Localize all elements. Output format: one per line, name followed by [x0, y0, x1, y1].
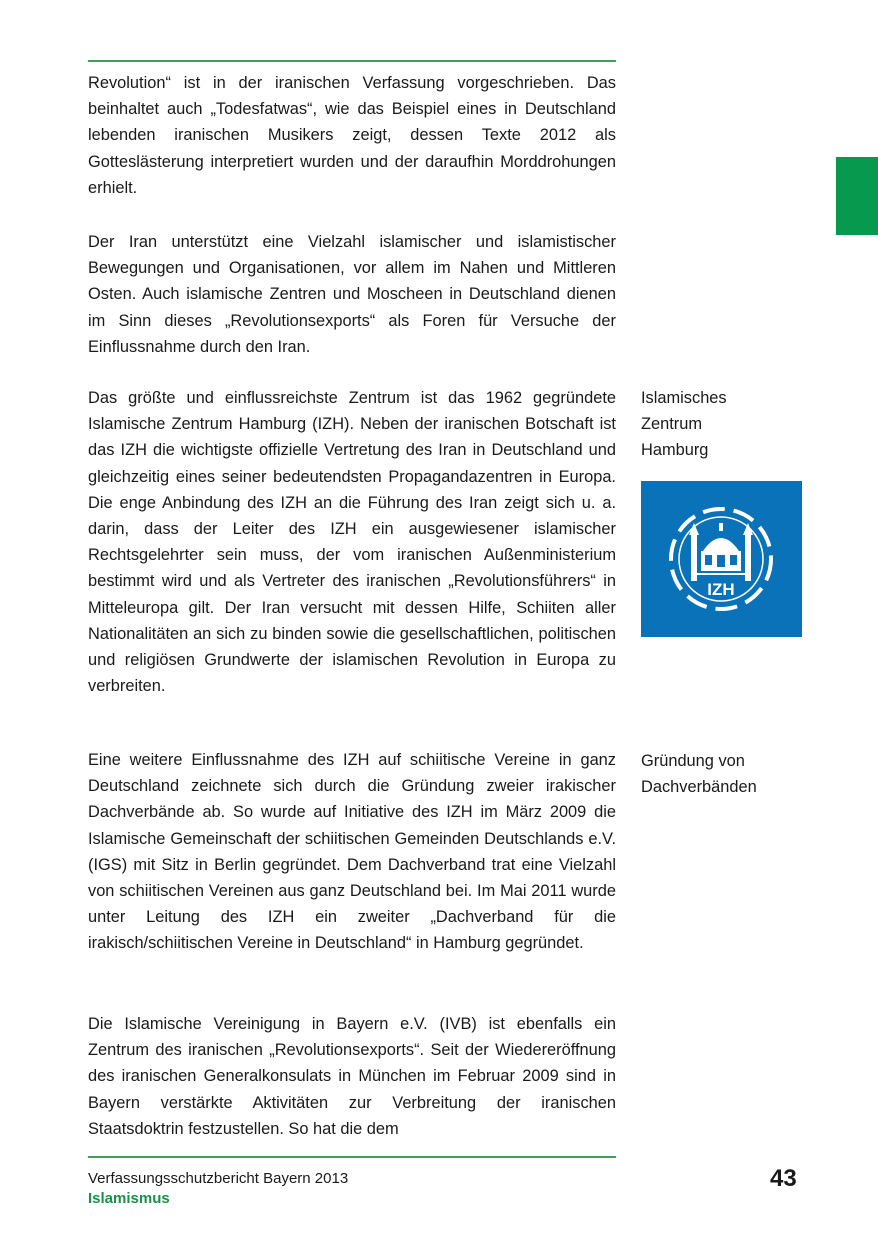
- bottom-rule: [88, 1156, 616, 1158]
- page-number: 43: [770, 1165, 797, 1192]
- chapter-tab: [836, 157, 878, 235]
- paragraph-2: Der Iran unterstützt eine Vielzahl islamischer und islamistischer Bewegungen und Organisationen, vor allem im Nahen und Mittleren Osten. Auch islamische Zentren und Moscheen in Deutschland dienen im Sinn dieses „Revolutionsexports“ als Foren für Versuche der Einflussnahme durch den Iran.: [88, 233, 616, 356]
- top-rule: [88, 60, 616, 62]
- izh-mosque-logo-icon: [641, 481, 802, 637]
- paragraph-3: Das größte und einflussreichste Zentrum ist das 1962 gegründete Islamische Zentrum Hamburg (IZH). Neben der iranischen Botschaft ist das IZH die wichtigste offizielle Vertretung des Iran in Deutschland und gleichzeitig eines seiner bedeutendsten Propagandazentren in Europa. Die enge Anbindung des IZH an die Führung des Iran zeigt sich u. a. darin, dass der Leiter des IZH ein ausgewiesener islamischer Rechtsgelehrter sein muss, der vom iranischen Außenministerium bestimmt wird und als Vertreter des iranischen „Revolutionsführers“ in Mitteleuropa gilt. Der Iran versucht mit dessen Hilfe, Schiiten aller Nationalitäten an sich zu binden sowie die gesellschaftlichen, politischen und religiösen Grundwerte der islamischen Revolution in Europa zu verbreiten.: [88, 389, 616, 696]
- paragraph-1: Revolution“ ist in der iranischen Verfassung vorgeschrieben. Das beinhaltet auch „Todesfatwas“, wie das Beispiel eines in Deutschland lebenden iranischen Musikers zeigt, dessen Texte 2012 als Gotteslästerung interpretiert wurden und der daraufhin Morddrohungen erhielt.: [88, 74, 616, 197]
- margin-note-izh: Islamisches Zentrum Hamburg: [641, 389, 727, 459]
- paragraph-5: Die Islamische Vereinigung in Bayern e.V. (IVB) ist ebenfalls ein Zentrum des iranischen „Revolutionsexports“. Seit der Wiedereröffnung des iranischen Generalkonsulats in München im Februar 2009 sind in Bayern verstärkte Aktivitäten zur Verbreitung der iranischen Staatsdoktrin festzustellen. So hat die dem: [88, 1015, 616, 1138]
- izh-logo: [641, 481, 802, 637]
- logo-text: IZH: [707, 580, 735, 599]
- margin-note-dachverbaende: Gründung von Dachverbänden: [641, 752, 757, 796]
- paragraph-4: Eine weitere Einflussnahme des IZH auf schiitische Vereine in ganz Deutschland zeichnete sich durch die Gründung zweier irakischer Dachverbände ab. So wurde auf Initiative des IZH im März 2009 die Islamische Gemeinschaft der schiitischen Gemeinden Deutschlands e.V. (IGS) mit Sitz in Berlin gegründet. Dem Dachverband trat eine Vielzahl von schiitischen Vereinen aus ganz Deutschland bei. Im Mai 2011 wurde unter Leitung des IZH ein zweiter „Dachverband für die irakisch/schiitischen Vereine in Deutschland“ in Hamburg gegründet.: [88, 751, 616, 953]
- footer-title: Verfassungsschutzbericht Bayern 2013: [88, 1170, 349, 1187]
- footer-section: Islamismus: [88, 1190, 170, 1207]
